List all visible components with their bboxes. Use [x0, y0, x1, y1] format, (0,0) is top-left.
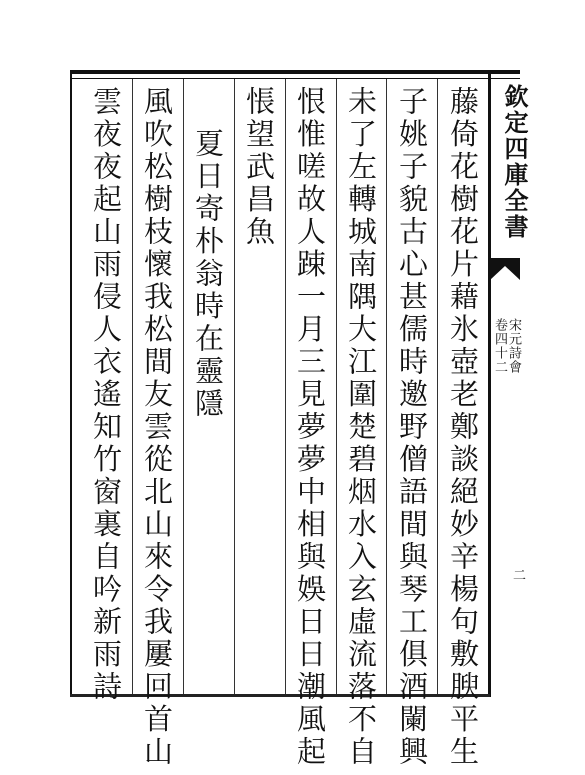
book-title: 欽定四庫全書	[500, 84, 529, 240]
collection-title: 宋元詩會	[506, 318, 521, 374]
fish-tail-icon	[490, 258, 520, 280]
text-column-7: 風吹松樹枝懷我松間友雲從北山來令我屢回首山	[140, 86, 174, 769]
frame-left-border	[70, 70, 72, 697]
column-divider	[234, 79, 235, 694]
text-column-8: 雲夜夜起山雨侵人衣遙知竹窗裏自吟新雨詩	[89, 86, 123, 704]
text-column-1: 藤倚花樹花片藉氷壺老鄭談絕妙辛楊句敷腴平生	[446, 86, 480, 769]
text-column-2: 子姚子貌古心甚儒時邀野僧語間與琴工俱酒闌興	[395, 86, 429, 769]
column-divider	[386, 79, 387, 694]
column-divider	[336, 79, 337, 694]
column-divider	[132, 79, 133, 694]
frame-top-inner-border	[70, 78, 520, 79]
text-column-4: 恨惟嗟故人踈一月三見夢夢中相與娛日日潮風起	[293, 86, 327, 769]
volume-label: 卷四十二	[492, 318, 507, 374]
poem-title: 夏日寄朴翁時在靈隱	[191, 128, 225, 421]
page-number: 二	[510, 568, 525, 581]
frame-right-border	[488, 70, 491, 697]
column-divider	[437, 79, 438, 694]
column-divider	[285, 79, 286, 694]
text-column-3: 未了左轉城南隅大江圍楚碧烟水入玄虛流落不自	[344, 86, 378, 769]
frame-top-border	[70, 70, 520, 74]
text-column-5: 悵望武昌魚	[242, 86, 276, 249]
column-divider	[183, 79, 184, 694]
